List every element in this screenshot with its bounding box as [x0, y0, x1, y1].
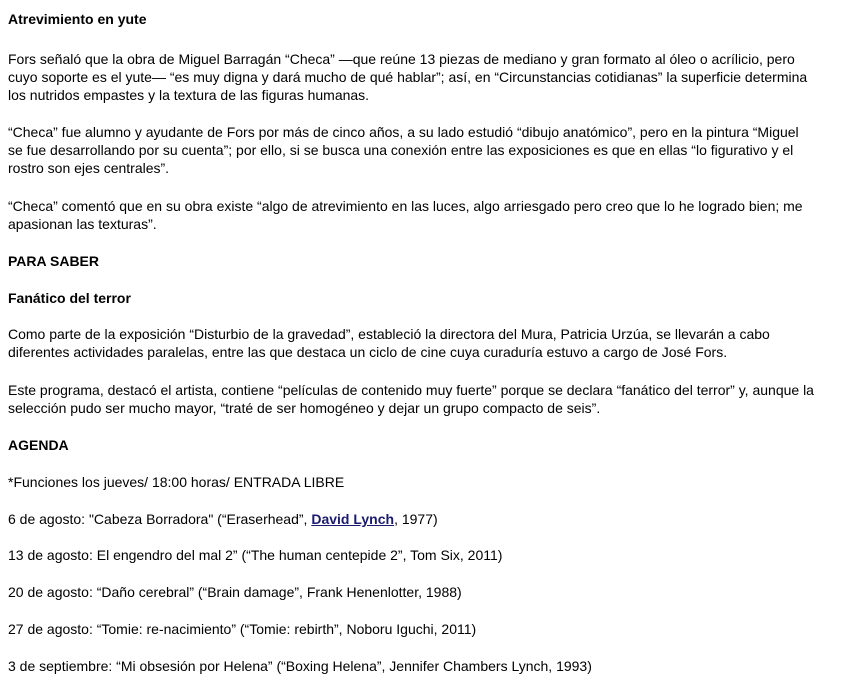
- paragraph-line: “Checa” comentó que en su obra existe “algo de atrevimiento en las luces, algo arriesgado pero creo que lo he logrado bien; me: [8, 198, 803, 214]
- agenda-item: 3 de septiembre: “Mi obsesión por Helena” (“Boxing Helena”, Jennifer Chambers Lynch, 1993): [8, 658, 592, 674]
- paragraph-line: Fors señaló que la obra de Miguel Barragán “Checa” —que reúne 13 piezas de mediano y gran formato al óleo o acrílicio, pero: [8, 51, 795, 67]
- paragraph-line: Como parte de la exposición “Disturbio de la gravedad”, estableció la directora del Mura, Patricia Urzúa, se llevarán a cabo: [8, 326, 770, 342]
- paragraph-line: Este programa, destacó el artista, contiene “películas de contenido muy fuerte” porque se declara “fanático del terror” y, aunque la: [8, 382, 814, 398]
- paragraph-line: “Checa” fue alumno y ayudante de Fors por más de cinco años, a su lado estudió “dibujo anatómico”, pero en la pintura “Miguel: [8, 124, 799, 140]
- paragraph-line: selección pudo ser mucho mayor, “traté de ser homogéneo y dejar un grupo compacto de seis”.: [8, 400, 601, 416]
- agenda-item: [8, 510, 840, 528]
- paragraph-checa-alumno: [8, 123, 840, 177]
- paragraph-line: diferentes actividades paralelas, entre las que destaca un ciclo de cine cuya curaduría estuvo a cargo de José Fors.: [8, 344, 728, 360]
- agenda-item: 20 de agosto: “Daño cerebral” (“Brain damage”, Frank Henenlotter, 1988): [8, 584, 462, 600]
- paragraph-fors-obra: [8, 50, 840, 104]
- paragraph-line: los nutridos empastes y la textura de las figuras humanas.: [8, 87, 370, 103]
- david-lynch-link[interactable]: David Lynch: [311, 511, 395, 527]
- para-saber-heading: PARA SABER: [8, 253, 100, 269]
- agenda-heading: AGENDA: [8, 437, 69, 453]
- agenda-note: *Funciones los jueves/ 18:00 horas/ ENTRADA LIBRE: [8, 474, 345, 490]
- paragraph-programa: [8, 381, 840, 417]
- paragraph-line: rostro son ejes centrales”.: [8, 160, 170, 176]
- paragraph-exposicion: [8, 325, 840, 361]
- paragraph-line: se fue desarrollando por su cuenta”; por ello, si se busca una conexión entre las exposiciones es que en ellas “lo figurativo y el: [8, 142, 794, 158]
- agenda-item: 27 de agosto: “Tomie: re-nacimiento” (“Tomie: rebirth”, Noboru Iguchi, 2011): [8, 621, 477, 637]
- paragraph-line: apasionan las texturas”.: [8, 216, 157, 232]
- paragraph-checa-comento: [8, 197, 840, 233]
- agenda-item-text: , 1977): [394, 511, 438, 527]
- section-title-fanatico: Fanático del terror: [8, 290, 131, 306]
- agenda-item: 13 de agosto: El engendro del mal 2” (“The human centepide 2”, Tom Six, 2011): [8, 547, 503, 563]
- paragraph-line: cuyo soporte es el yute— “es muy digna y dará mucho de qué hablar”; así, en “Circunstancias cotidianas” la superficie determina: [8, 69, 808, 85]
- agenda-item-text: 6 de agosto: "Cabeza Borradora" (“Eraserhead”,: [8, 511, 312, 527]
- section-title-atrevimiento: Atrevimiento en yute: [8, 11, 147, 27]
